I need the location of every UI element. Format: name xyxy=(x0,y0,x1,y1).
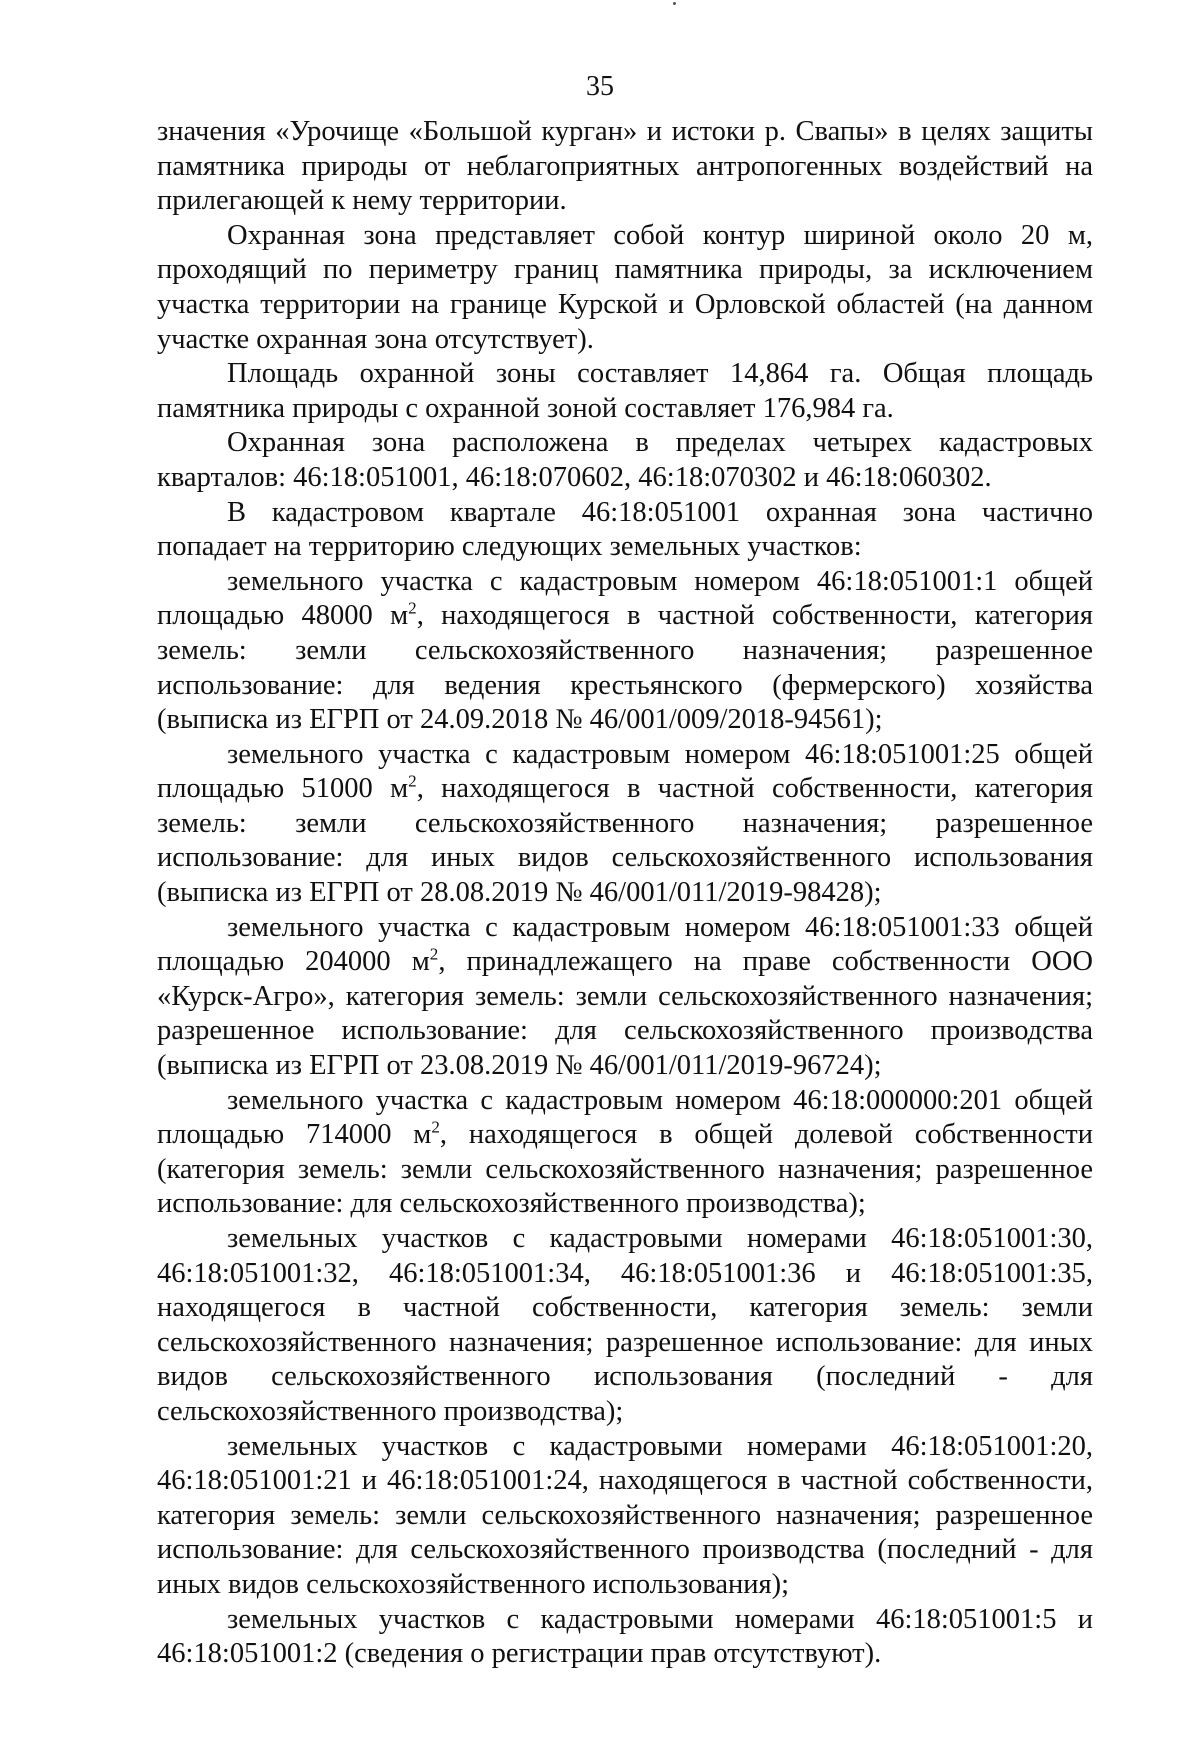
parcel-group-item: земельных участков с кадастровыми номерами 46:18:051001:30, 46:18:051001:32, 46:18:051001:34, 46:18:051001:36 и 46:18:051001:35, находящегося в частной собственности, категория земель: земли сельскохозяйственного назначения; разрешенное использование: для иных видов сельскохозяйственного использования (последний - для сельскохозяйственного производства); xyxy=(157,1223,1093,1427)
paragraph-continuation: значения «Урочище «Большой курган» и истоки р. Свапы» в целях защиты памятника природы от неблагоприятных антропогенных воздействий на прилегающей к нему территории. xyxy=(157,116,1093,217)
parcel-text: , находящегося в общей долевой собственности (категория земель: земли сельскохозяйственного назначения; разрешенное использование: для сельскохозяйственного производства); xyxy=(157,1119,1093,1220)
parcel-text: земельного участка с кадастровым номером 46:18:051001:25 общей площадью 51000 м xyxy=(157,738,1093,805)
parcel-text: земельного участка с кадастровым номером 46:18:051001:1 общей площадью 48000 м xyxy=(157,565,1093,632)
parcel-text: земельного участка с кадастровым номером 46:18:000000:201 общей площадью 714000 м xyxy=(157,1084,1093,1151)
parcel-item xyxy=(157,911,1093,1084)
page-number: 35 xyxy=(586,71,614,102)
paragraph-quarter-intro: В кадастровом квартале 46:18:051001 охранная зона частично попадает на территорию следующих земельных участков: xyxy=(157,496,1093,563)
document-body xyxy=(157,115,1093,1672)
parcel-text: , принадлежащего на праве собственности ООО «Курск-Агро», категория земель: земли сельскохозяйственного назначения; разрешенное использование: для сельскохозяйственного производства (выписка из ЕГРП от 23.08.2019 № 46/001/011/2019-96724); xyxy=(157,946,1093,1082)
paragraph-protection-zone: Охранная зона представляет собой контур шириной около 20 м, проходящий по периметру границ памятника природы, за исключением участка территории на границе Курской и Орловской областей (на данном участке охранная зона отсутствует). xyxy=(157,219,1093,355)
unit-superscript: 2 xyxy=(408,771,417,791)
unit-superscript: 2 xyxy=(408,598,417,618)
parcel-group-item: земельных участков с кадастровыми номерами 46:18:051001:5 и 46:18:051001:2 (сведения о регистрации прав отсутствуют). xyxy=(157,1603,1093,1670)
parcel-text: земельного участка с кадастровым номером 46:18:051001:33 общей площадью 204000 м xyxy=(157,911,1093,978)
parcel-group-item: земельных участков с кадастровыми номерами 46:18:051001:20, 46:18:051001:21 и 46:18:051001:24, находящегося в частной собственности, категория земель: земли сельскохозяйственного назначения; разрешенное использование: для сельскохозяйственного производства (последний - для иных видов сельскохозяйственного использования); xyxy=(157,1430,1093,1600)
scan-speck xyxy=(673,2,676,5)
parcel-item xyxy=(157,565,1093,738)
unit-superscript: 2 xyxy=(431,1117,440,1137)
parcel-text: , находящегося в частной собственности, категория земель: земли сельскохозяйственного назначения; разрешенное использование: для иных видов сельскохозяйственного использования (выписка из ЕГРП от 28.08.2019 № 46/001/011/2019-98428); xyxy=(157,773,1094,909)
paragraph-cadastral-quarters: Охранная зона расположена в пределах четырех кадастровых кварталов: 46:18:051001, 46:18:070602, 46:18:070302 и 46:18:060302. xyxy=(157,427,1093,493)
unit-superscript: 2 xyxy=(429,944,439,964)
parcel-item xyxy=(157,1084,1093,1222)
parcel-item xyxy=(157,738,1093,911)
paragraph-area: Площадь охранной зоны составляет 14,864 га. Общая площадь памятника природы с охранной зоной составляет 176,984 га. xyxy=(157,358,1093,424)
parcel-text: , находящегося в частной собственности, категория земель: земли сельскохозяйственного назначения; разрешенное использование: для ведения крестьянского (фермерского) хозяйства (выписка из ЕГРП от 24.09.2018 № 46/001/009/2018-94561); xyxy=(157,600,1094,736)
